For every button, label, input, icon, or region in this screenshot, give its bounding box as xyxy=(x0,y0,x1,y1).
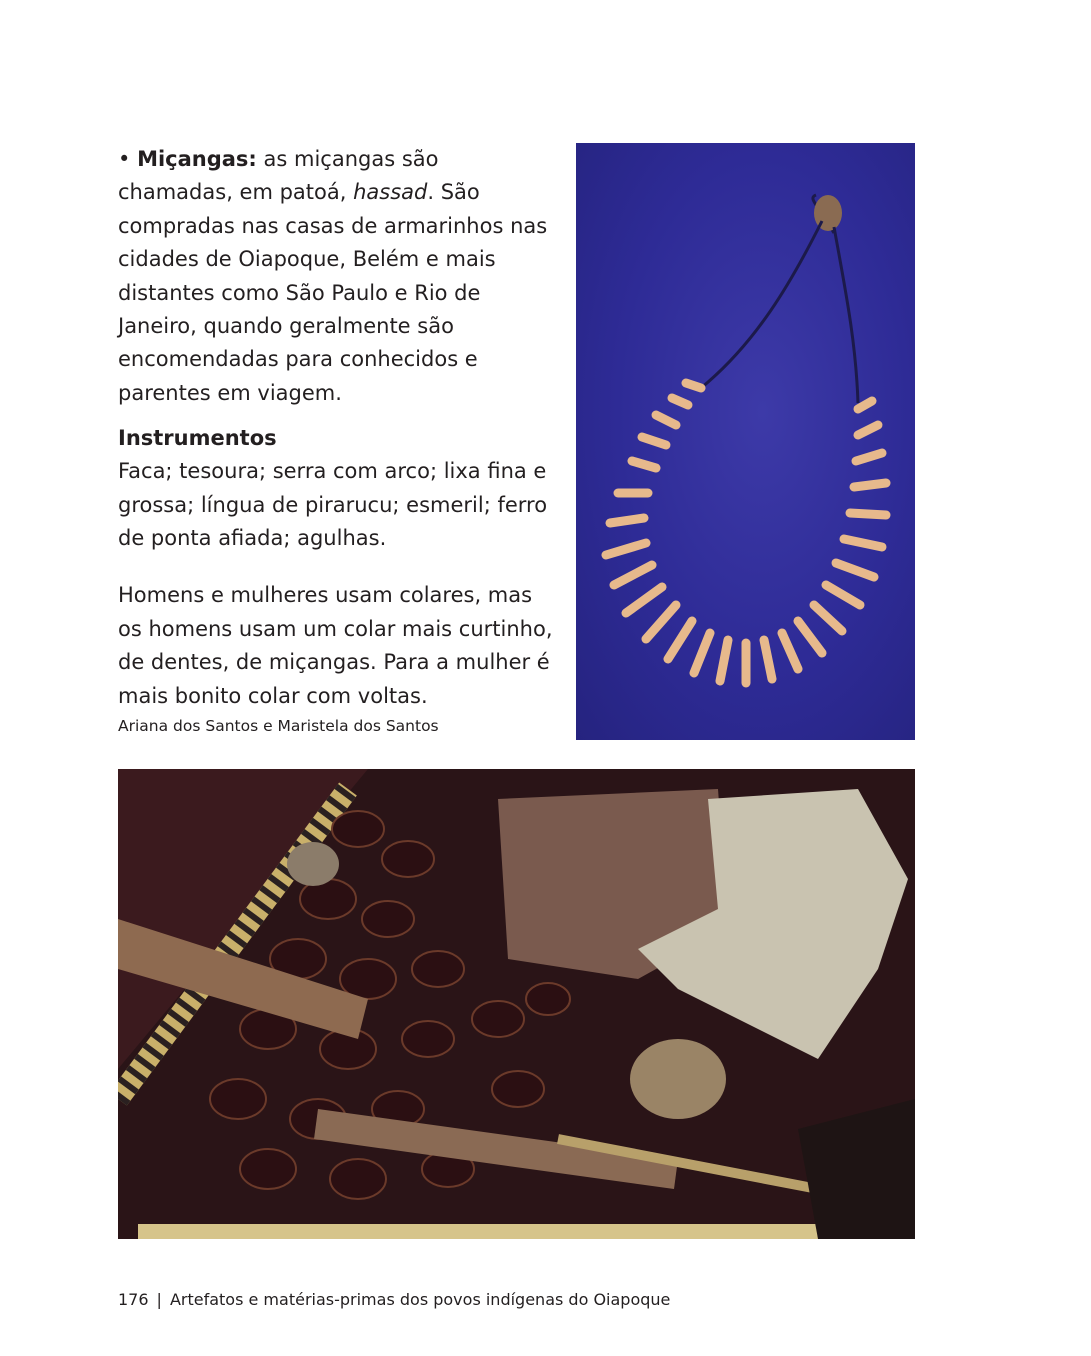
nut xyxy=(287,842,339,886)
mincangas-paragraph xyxy=(118,143,558,410)
bullet: • xyxy=(118,147,138,171)
mincangas-label: Miçangas: xyxy=(137,147,257,171)
spacer xyxy=(118,555,558,579)
hassad-term: hassad xyxy=(353,180,428,205)
quote-credit: Ariana dos Santos e Maristela dos Santos xyxy=(118,717,439,736)
basket-illustration xyxy=(118,769,915,1239)
necklace-illustration xyxy=(576,143,915,740)
seed-pod xyxy=(630,1039,726,1119)
instrumentos-heading: Instrumentos xyxy=(118,426,277,451)
necklace-photo xyxy=(576,143,915,740)
necklace-teeth xyxy=(606,383,886,683)
quote-text: Homens e mulheres usam colares, mas os homens usam um colar mais curtinho, de dentes, de miçangas. Para a mulher é mais bonito colar com voltas. xyxy=(118,583,553,708)
mincangas-text-1: as miçangas são chamadas, em patoá, xyxy=(118,147,439,205)
footer-separator: | xyxy=(156,1290,162,1309)
mincangas-text-2: . São compradas nas casas de armarinhos nas cidades de Oiapoque, Belém e mais distantes como São Paulo e Rio de Janeiro, quando geralmente são encomendadas para conhecidos e parentes em viagem. xyxy=(118,180,548,405)
book-title: Artefatos e matérias-primas dos povos indígenas do Oiapoque xyxy=(169,1290,671,1309)
materials-basket-photo xyxy=(118,769,915,1239)
page-number: 176 xyxy=(118,1290,149,1309)
instrumentos-text: Faca; tesoura; serra com arco; lixa fina e grossa; língua de pirarucu; esmeril; ferro de ponta afiada; agulhas. xyxy=(118,459,548,551)
text-column xyxy=(118,143,558,739)
page-footer xyxy=(118,1288,670,1312)
